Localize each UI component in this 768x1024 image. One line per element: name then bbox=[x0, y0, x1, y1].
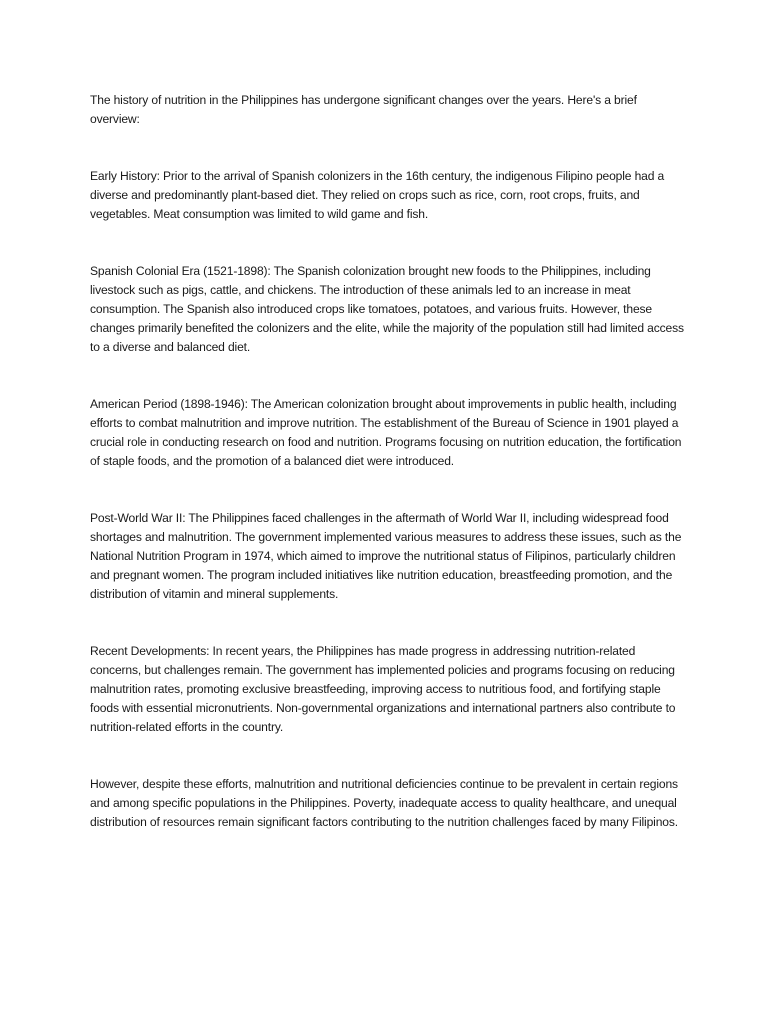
paragraph-intro: The history of nutrition in the Philippines has undergone significant changes over the years. Here's a brief overview: bbox=[90, 93, 637, 126]
paragraph-american-period: American Period (1898-1946): The American colonization brought about improvements in public health, including efforts to combat malnutrition and improve nutrition. The establishment of the Bureau of Science in 1901 played a crucial role in conducting research on food and nutrition. Programs focusing on nutrition education, the fortification of staple foods, and the promotion of a balanced diet were introduced. bbox=[90, 397, 682, 468]
paragraph-early-history: Early History: Prior to the arrival of Spanish colonizers in the 16th century, the indigenous Filipino people had a diverse and predominantly plant-based diet. They relied on crops such as rice, corn, root crops, fruits, and vegetables. Meat consumption was limited to wild game and fish. bbox=[90, 169, 665, 221]
paragraph-recent-developments: Recent Developments: In recent years, the Philippines has made progress in addressing nutrition-related concerns, but challenges remain. The government has implemented policies and programs focusing on reducing malnutrition rates, promoting exclusive breastfeeding, improving access to nutritious food, and fortifying staple foods with essential micronutrients. Non-governmental organizations and international partners also contribute to nutrition-related efforts in the country. bbox=[90, 644, 676, 734]
paragraph-conclusion: However, despite these efforts, malnutrition and nutritional deficiencies continue to be prevalent in certain regions and among specific populations in the Philippines. Poverty, inadequate access to quality healthcare, and unequal distribution of resources remain significant factors contributing to the nutrition challenges faced by many Filipinos. bbox=[90, 777, 678, 829]
paragraph-spanish-colonial-era: Spanish Colonial Era (1521-1898): The Spanish colonization brought new foods to the Philippines, including livestock such as pigs, cattle, and chickens. The introduction of these animals led to an increase in meat consumption. The Spanish also introduced crops like tomatoes, potatoes, and various fruits. However, these changes primarily benefited the colonizers and the elite, while the majority of the population still had limited access to a diverse and balanced diet. bbox=[90, 264, 684, 354]
document-body bbox=[90, 91, 688, 870]
paragraph-post-world-war-ii: Post-World War II: The Philippines faced challenges in the aftermath of World War II, including widespread food shortages and malnutrition. The government implemented various measures to address these issues, such as the National Nutrition Program in 1974, which aimed to improve the nutritional status of Filipinos, particularly children and pregnant women. The program included initiatives like nutrition education, breastfeeding promotion, and the distribution of vitamin and mineral supplements. bbox=[90, 511, 682, 601]
